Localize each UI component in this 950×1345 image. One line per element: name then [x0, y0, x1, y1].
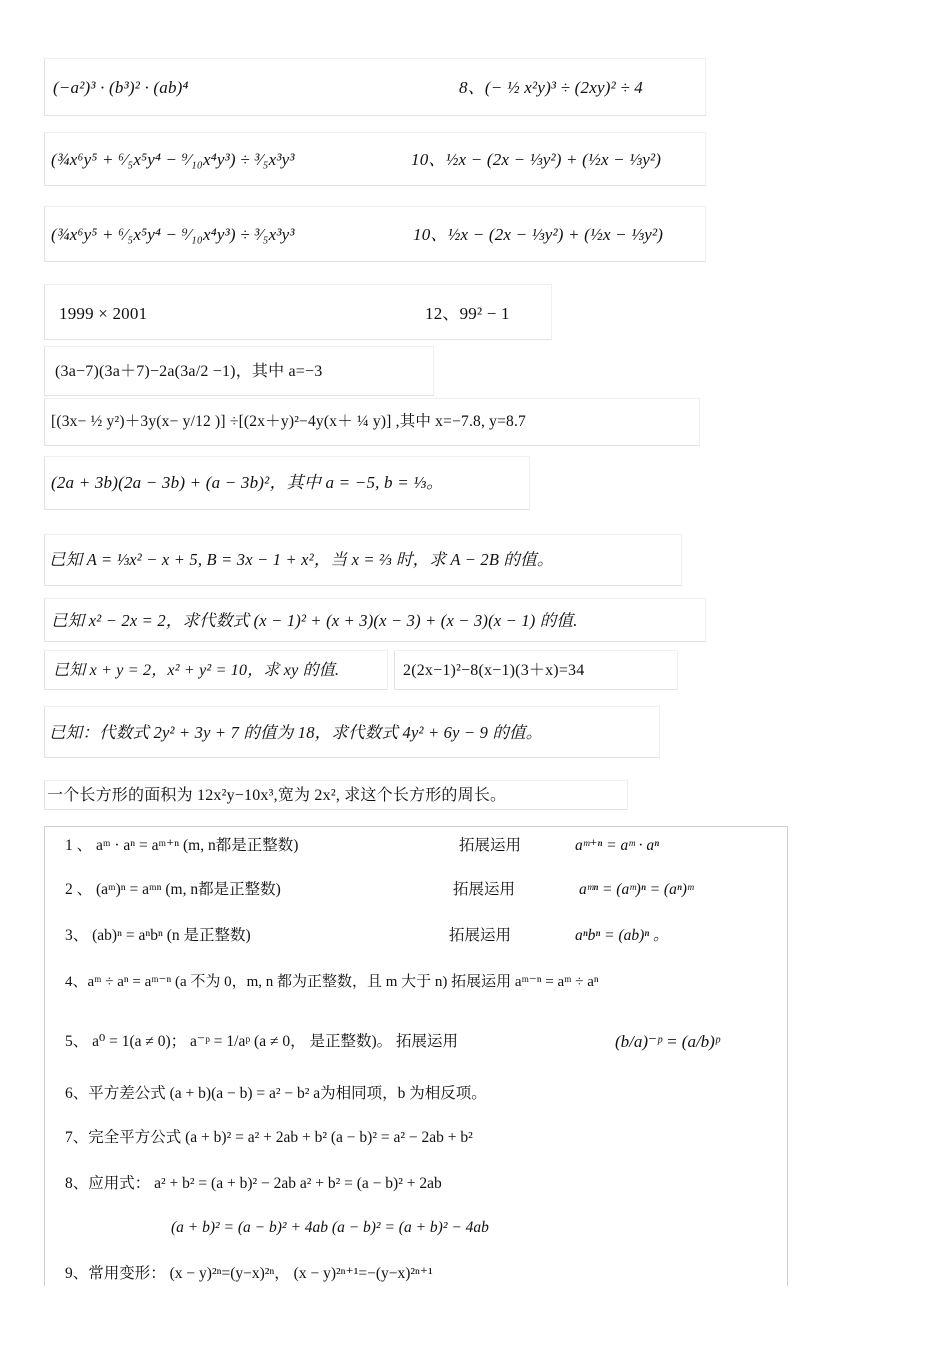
problem-9-text: 已知 x² − 2x = 2，求代数式 (x − 1)² + (x + 3)(x − 3) + (x − 3)(x − 1) 的值. [51, 611, 578, 630]
rule-1: 1 、 aᵐ · aⁿ = aᵐ⁺ⁿ (m, n都是正整数) [65, 837, 299, 854]
rule-2-ext-label: 拓展运用 [453, 881, 516, 898]
rule-2-ext: aᵐⁿ = (aᵐ)ⁿ = (aⁿ)ᵐ [579, 881, 694, 898]
problem-4-right: 12、99² − 1 [425, 304, 510, 323]
problem-12-text: 一个长方形的面积为 12x²y−10x³,宽为 2x², 求这个长方形的周长。 [47, 787, 507, 804]
problem-7-text: (2a + 3b)(2a − 3b) + (a − 3b)²，其中 a = −5, b = ⅓。 [51, 473, 444, 492]
problem-3-left: (¾x⁶y⁵ + ⁶⁄₅x⁵y⁴ − ⁹⁄₁₀x⁴y³) ÷ ³⁄₅x³y³ [51, 225, 295, 244]
problem-box-7 [44, 456, 530, 510]
rule-6: 6、平方差公式 (a + b)(a − b) = a² − b² a为相同项，b 为相反项。 [65, 1085, 487, 1102]
problem-box-12 [44, 780, 628, 810]
problem-box-9 [44, 598, 706, 642]
problem-box-6 [44, 398, 700, 446]
rule-4: 4、aᵐ ÷ aⁿ = aᵐ⁻ⁿ (a 不为 0，m, n 都为正整数，且 m 大于 n) 拓展运用 aᵐ⁻ⁿ = aᵐ ÷ aⁿ [65, 974, 599, 990]
rule-7: 7、完全平方公式 (a + b)² = a² + 2ab + b² (a − b)² = a² − 2ab + b² [65, 1129, 473, 1146]
rule-5-ext: (b/a)⁻ᵖ = (a/b)ᵖ [615, 1032, 720, 1051]
rule-2: 2 、 (aᵐ)ⁿ = aᵐⁿ (m, n都是正整数) [65, 881, 281, 898]
problem-2-right: 10、½x − (2x − ⅓y²) + (½x − ⅓y²) [411, 150, 662, 169]
problem-box-4 [44, 284, 552, 340]
rule-5: 5、 a⁰ = 1(a ≠ 0)； a⁻ᵖ = 1/aᵖ (a ≠ 0， 是正整数)。 拓展运用 [65, 1033, 459, 1050]
rule-3-ext: aⁿbⁿ = (ab)ⁿ 。 [575, 927, 669, 944]
problem-2-left: (¾x⁶y⁵ + ⁶⁄₅x⁵y⁴ − ⁹⁄₁₀x⁴y³) ÷ ³⁄₅x³y³ [51, 150, 295, 169]
problem-11-text: 已知：代数式 2y² + 3y + 7 的值为 18，求代数式 4y² + 6y − 9 的值。 [49, 723, 543, 742]
problem-box-8 [44, 534, 682, 586]
rule-3: 3、 (ab)ⁿ = aⁿbⁿ (n 是正整数) [65, 927, 251, 944]
problem-6-text: [(3x− ½ y²)＋3y(x− y/12 )] ÷[(2x＋y)²−4y(x＋ ¼ y)] ,其中 x=−7.8, y=8.7 [51, 413, 526, 430]
problem-10-left: 已知 x + y = 2，x² + y² = 10，求 xy 的值. [53, 662, 340, 679]
problem-1-left: (−a²)³ · (b³)² · (ab)⁴ [53, 78, 189, 97]
problem-10-right: 2(2x−1)²−8(x−1)(3＋x)=34 [403, 662, 585, 679]
problem-box-2 [44, 132, 706, 186]
problem-box-10b [394, 650, 678, 690]
problem-1-right: 8、(− ½ x²y)³ ÷ (2xy)² ÷ 4 [459, 78, 643, 97]
rule-8-cont: (a + b)² = (a − b)² + 4ab (a − b)² = (a + b)² − 4ab [171, 1219, 489, 1236]
formula-summary-box [44, 826, 788, 1286]
rule-1-ext: aᵐ⁺ⁿ = aᵐ · aⁿ [575, 837, 659, 854]
problem-8-text: 已知 A = ⅓x² − x + 5, B = 3x − 1 + x²，当 x = ⅔ 时，求 A − 2B 的值。 [49, 550, 554, 569]
problem-box-10a [44, 650, 388, 690]
rule-8: 8、应用式： a² + b² = (a + b)² − 2ab a² + b² = (a − b)² + 2ab [65, 1175, 442, 1192]
problem-3-right: 10、½x − (2x − ⅓y²) + (½x − ⅓y²) [413, 225, 664, 244]
rule-1-ext-label: 拓展运用 [459, 837, 522, 854]
rule-3-ext-label: 拓展运用 [449, 927, 512, 944]
rule-9: 9、常用变形： (x − y)²ⁿ=(y−x)²ⁿ， (x − y)²ⁿ⁺¹=−(y−x)²ⁿ⁺¹ [65, 1265, 433, 1282]
problem-5-text: (3a−7)(3a＋7)−2a(3a/2 −1)，其中 a=−3 [55, 363, 323, 380]
problem-4-left: 1999 × 2001 [59, 304, 148, 323]
problem-box-5 [44, 346, 434, 396]
problem-box-11 [44, 706, 660, 758]
problem-box-1 [44, 58, 706, 116]
problem-box-3 [44, 206, 706, 262]
